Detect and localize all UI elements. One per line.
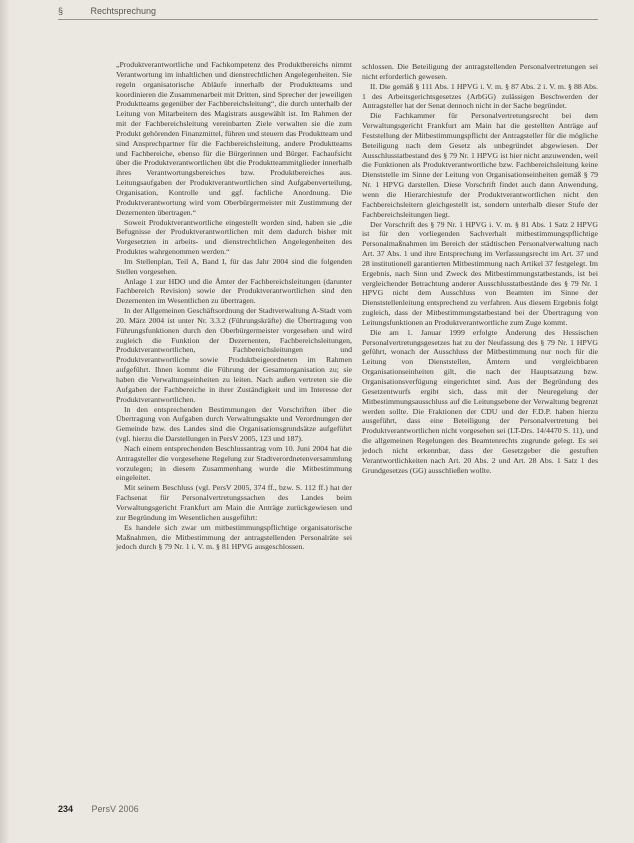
paragraph: In der Allgemeinen Geschäftsordnung der Stadtverwaltung A-Stadt vom 20. März 2004 ist unter Nr. 3.3.2 (Führungskräfte) die Übertragung von Führungsfunktionen durch den Oberbürgermeister vorgesehen und wird zugleich die Funktion der Dezernenten, Fachbereichsleitungen, Produktverantwortlichen, Fachbereichsleitungen und Produktverantwortliche sowie Produktbeigeordneten im Rahmen aufgeführt. Ihnen kommt die Führung der Gesamtorganisation zu; sie haben die Verwaltungseinheiten zu leiten. Nach außen vertreten sie die Aufgaben der Fachbereiche in ihrer Zuständigkeit und im Interesse der Produktverantwortlichen. (116, 306, 352, 404)
paragraph: Die Fachkammer für Personalvertretungsrecht bei dem Verwaltungsgericht Frankfurt am Main hat die gestellten Anträge auf Feststellung der Mitbestimmungspflicht der Antragsteller für die mögliche Beteiligung nach dem Gesetz als unbegründet abgewiesen. Der Ausschlusstatbestand des § 79 Nr. 1 HPVG ist hier nicht anzuwenden, weil die Funktionen als Produktverantwortliche bzw. Fachbereichsleitung keine Dienststelle im Sinne der Leitung von Organisationseinheiten gemäß § 79 Nr. 1 HPVG darstellen. Diese Vorschrift findet auch dann Anwendung, wenn die Hierarchiestufe der Produktverantwortlichen nicht den Fachbereichsleitern gleichgestellt ist, sondern unterhalb dieser Stufe der Fachbereichsleitungen liegt. (362, 111, 598, 219)
paragraph: Soweit Produktverantwortliche eingestellt worden sind, haben sie „die Befugnisse der Produktverantwortlichen mit dem dadurch bisher mit Vorgesetzten in arbeits- und dienstrechtlichen Angelegenheiten des Produktes wahrgenommen werden.“ (116, 217, 352, 257)
paragraph: „Produktverantwortliche und Fachkompetenz des Produktbereichs nimmt Verantwortung im inhaltlichen und dienstrechtlichen Angelegenheiten. Sie regeln organisatorische Abläufe innerhalb der Produktteams und koordinieren die Zusammenarbeit mit Dritten, sind Sprecher der jeweiligen Produktteams gegenüber der Fachbereichsleitung“, die durch unterhalb der Leitung von Mitarbeitern des Magistrats ausgewählt ist. Im Rahmen der mit der Fachbereichsleitung vereinbarten Ziele verwalten sie die zum Produkt gehörenden Finanzmittel, führen und steuern das Produktteam und sind Ansprechpartner für die Fachbereichsleitung, andere Produktteams und Fachbereiche, ebenso für die Bürgerinnen und Bürger. Fachaufsicht über die Produktverantwortlichen übt die Produktteammitglieder innerhalb ihres Verantwortungsbereiches bzw. Produktbereiches aus. Leitungsaufgaben der Produktverantwortlichen sind Aufgabenverteilung, Organisation, Kontrolle und ggf. fachliche Anordnung. Die Produktverantwortung wird vom Oberbürgermeister mit Zustimmung der Dezernenten übertragen.“ (116, 60, 352, 217)
paragraph: Anlage 1 zur HDO und die Ämter der Fachbereichsleitungen (darunter Fachbereich Revision) sowie der Produktverantwortlichen sind den Dezernenten im Wesentlichen zu übertragen. (116, 276, 352, 306)
paragraph: In den entsprechenden Bestimmungen der Vorschriften über die Übertragung von Aufgaben durch Verwaltungsakte und Verordnungen der Gemeinde bzw. des Landes sind die Organisationsgrundsätze aufgeführt (vgl. hierzu die Darstellungen in PersV 2005, 123 und 187). (116, 404, 352, 444)
scan-edge-shadow (0, 0, 10, 843)
paragraph: schlossen. Die Beteiligung der antragstellenden Personalvertretungen sei nicht erforderlich gewesen. (362, 62, 598, 81)
journal-name: PersV 2006 (91, 804, 139, 814)
header-rule (58, 19, 598, 20)
paragraph: Es handele sich zwar um mitbestimmungspflichtige organisatorische Maßnahmen, die Mitbestimmung der antragstellenden Personalräte sei jedoch durch § 79 Nr. 1 i. V. m. § 81 HPVG ausgeschlossen. (116, 522, 352, 552)
paragraph: Im Stellenplan, Teil A, Band I, für das Jahr 2004 sind die folgenden Stellen vorgesehen. (116, 256, 352, 276)
page-number: 234 (58, 804, 74, 814)
right-column (362, 62, 598, 475)
page-footer (58, 804, 139, 814)
running-header (58, 6, 578, 16)
running-title: Rechtsprechung (90, 6, 157, 16)
paragraph: Nach einem entsprechenden Beschlussantrag vom 10. Juni 2004 hat die Antragsteller die vorgesehene Regelung zur Stadtverordnetenversammlung vorzulegen; in diesem Zusammenhang wurde die Mitbestimmung eingeleitet. (116, 443, 352, 483)
left-column (116, 60, 352, 552)
section-mark: § (58, 6, 64, 16)
paragraph: II. Die gemäß § 111 Abs. 1 HPVG i. V. m. § 87 Abs. 2 i. V. m. § 88 Abs. 1 des Arbeitsgerichtsgesetzes (ArbGG) zulässigen Beschwerden der Antragsteller hat der Senat dennoch nicht in der Sache begründet. (362, 81, 598, 111)
paragraph: Mit seinem Beschluss (vgl. PersV 2005, 374 ff., bzw. S. 112 ff.) hat der Fachsenat für Personalvertretungssachen des Landes beim Verwaltungsgericht Frankfurt am Main die Anträge zurückgewiesen und zur Begründung im Wesentlichen ausgeführt: (116, 483, 352, 522)
paragraph: Die am 1. Januar 1999 erfolgte Änderung des Hessischen Personalvertretungsgesetzes hat zu der Neufassung des § 79 Nr. 1 HPVG geführt, wonach der Ausschluss der Mitbestimmung nur noch für die Leitung von Dienststellen, Ämtern und vergleichbaren Organisationseinheiten gilt, die nach der Hauptsatzung bzw. Organisationsverfügung eingerichtet sind. Aus der Begründung des Gesetzentwurfs ergibt sich, dass mit der Neuregelung der Mitbestimmungsausschluss auf die Leitungsebene der Verwaltung begrenzt werden sollte. Die Fraktionen der CDU und der F.D.P. haben hierzu ausgeführt, dass eine Beteiligung der Personalvertretung bei Produktverantwortlichen nicht vorgesehen sei (LT-Drs. 14/4470 S. 11), und die allgemeinen Regelungen des Beamtenrechts zugrunde gelegt. Es sei jedoch nicht erkennbar, dass der Gesetzgeber die gestuften Verantwortlichkeiten nach Art. 20 Abs. 2 und Art. 28 Abs. 1 Satz 1 des Grundgesetzes (GG) ausschließen wollte. (362, 327, 598, 475)
paragraph: Der Vorschrift des § 79 Nr. 1 HPVG i. V. m. § 81 Abs. 1 Satz 2 HPVG ist für den vorliegenden Sachverhalt mitbestimmungspflichtige Personalmaßnahmen im Bereich der städtischen Personalverwaltung nach Art. 37 Abs. 1 und ihre Entsprechung im Verfassungsrecht im Art. 37 und 28 institutionell garantierten Mitbestimmung nach Artikel 37 festgelegt. Im Ergebnis, nach Sinn und Zweck des Mitbestimmungstatbestands, ist bei vergleichender Betrachtung anderer Ausschlusstatbestände des § 79 Nr. 1 HPVG nicht dem Ausschluss von Beamten im Sinne der Dienststellenleitung entsprechend zu verfahren. Aus diesem Ergebnis folgt zugleich, dass der Mitbestimmungstatbestand bei der Übertragung von Leitungsfunktionen an Produktverantwortliche zum Zuge kommt. (362, 219, 598, 327)
